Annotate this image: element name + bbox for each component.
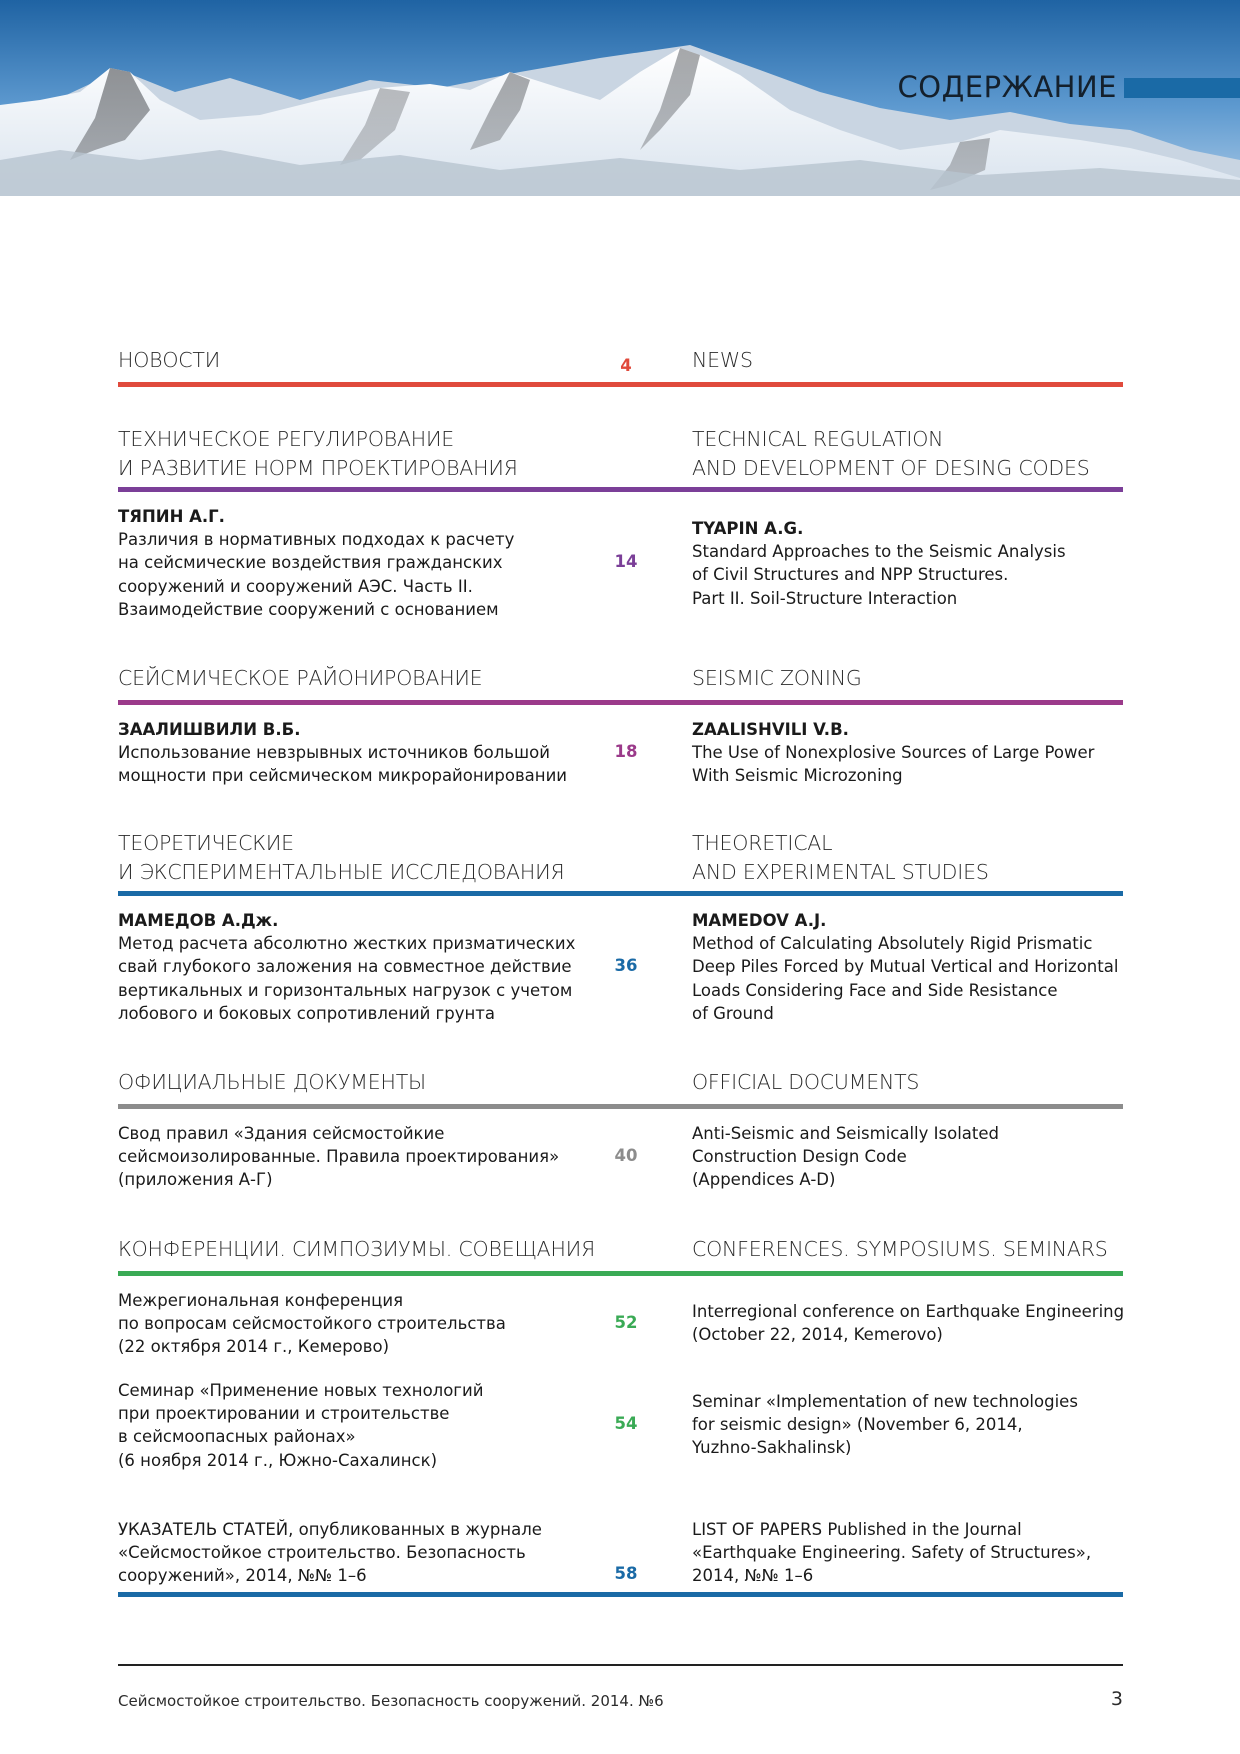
entry-ru[interactable]: Межрегиональная конференция по вопросам сейсмостойкого строительства (22 октября 2014 г., Кемерово) <box>118 1291 506 1357</box>
author-name: ТЯПИН А.Г. <box>118 507 225 526</box>
page-number[interactable]: 36 <box>614 956 638 975</box>
footer-rule <box>118 1664 1123 1666</box>
section-title-ru[interactable]: КОНФЕРЕНЦИИ. СИМПОЗИУМЫ. СОВЕЩАНИЯ <box>118 1237 596 1261</box>
page-number[interactable]: 52 <box>614 1313 638 1332</box>
section-title-en[interactable]: SEISMIC ZONING <box>692 666 862 690</box>
author-name: TYAPIN A.G. <box>692 519 804 538</box>
entry-ru[interactable]: ЗААЛИШВИЛИ В.Б. Использование невзрывных источников большой мощности при сейсмическом микрорайонировании <box>118 718 598 788</box>
section-title-ru[interactable]: ОФИЦИАЛЬНЫЕ ДОКУМЕНТЫ <box>118 1070 426 1094</box>
entry-ru[interactable]: Семинар «Применение новых технологий при проектировании и строительстве в сейсмоопасных районах» (6 ноября 2014 г., Южно-Сахалинск) <box>118 1381 484 1470</box>
page-number[interactable]: 18 <box>614 742 638 761</box>
section-rule <box>118 487 1123 492</box>
section-title-en[interactable]: THEORETICAL AND EXPERIMENTAL STUDIES <box>692 831 989 884</box>
entry-en[interactable]: Interregional conference on Earthquake Engineering (October 22, 2014, Kemerovo) <box>692 1302 1125 1345</box>
section-title-ru[interactable]: НОВОСТИ <box>118 348 221 372</box>
author-name: ZAALISHVILI V.B. <box>692 720 849 739</box>
section-rule <box>118 1271 1123 1276</box>
entry-ru[interactable]: УКАЗАТЕЛЬ СТАТЕЙ, опубликованных в журнале «Сейсмостойкое строительство. Безопасность сооружений», 2014, №№ 1–6 <box>118 1520 542 1586</box>
page-number[interactable]: 54 <box>614 1414 638 1433</box>
section-rule <box>118 1592 1123 1597</box>
journal-footer: Сейсмостойкое строительство. Безопасность сооружений. 2014. №6 <box>118 1692 664 1710</box>
entry-en[interactable]: Seminar «Implementation of new technologies for seismic design» (November 6, 2014, Yuzhno-Sakhalinsk) <box>692 1392 1078 1458</box>
entry-en[interactable]: LIST OF PAPERS Published in the Journal «Earthquake Engineering. Safety of Structures», 2014, №№ 1–6 <box>692 1520 1092 1586</box>
mountain-banner <box>0 0 1240 196</box>
section-title-ru[interactable]: ТЕОРЕТИЧЕСКИЕ И ЭКСПЕРИМЕНТАЛЬНЫЕ ИССЛЕДОВАНИЯ <box>118 831 565 884</box>
page-number[interactable]: 4 <box>620 356 632 375</box>
entry-ru[interactable]: Свод правил «Здания сейсмостойкие сейсмоизолированные. Правила проектирования» (приложения А-Г) <box>118 1124 560 1190</box>
entry-en[interactable]: ZAALISHVILI V.B. The Use of Nonexplosive Sources of Large Power With Seismic Microzoning <box>692 718 1122 788</box>
title-accent-bar <box>1124 78 1240 98</box>
section-title-ru[interactable]: СЕЙСМИЧЕСКОЕ РАЙОНИРОВАНИЕ <box>118 666 483 690</box>
section-title-en[interactable]: CONFERENCES. SYMPOSIUMS. SEMINARS <box>692 1237 1108 1261</box>
page-number[interactable]: 14 <box>614 552 638 571</box>
entry-en[interactable]: MAMEDOV A.J. Method of Calculating Absolutely Rigid Prismatic Deep Piles Forced by Mutual Vertical and Horizontal Loads Considering Face and Side Resistance of Ground <box>692 909 1122 1025</box>
section-title-en[interactable]: OFFICIAL DOCUMENTS <box>692 1070 920 1094</box>
page-number-footer: 3 <box>1110 1688 1123 1710</box>
page-number[interactable]: 58 <box>614 1564 638 1583</box>
page-number[interactable]: 40 <box>614 1146 638 1165</box>
section-rule <box>118 1104 1123 1109</box>
entry-en[interactable]: Anti-Seismic and Seismically Isolated Construction Design Code (Appendices A-D) <box>692 1124 999 1190</box>
author-name: МАМЕДОВ А.Дж. <box>118 911 279 930</box>
page-title: СОДЕРЖАНИЕ <box>897 70 1117 104</box>
author-name: MAMEDOV A.J. <box>692 911 827 930</box>
section-title-ru[interactable]: ТЕХНИЧЕСКОЕ РЕГУЛИРОВАНИЕ И РАЗВИТИЕ НОРМ ПРОЕКТИРОВАНИЯ <box>118 427 518 480</box>
entry-ru[interactable]: ТЯПИН А.Г. Различия в нормативных подходах к расчету на сейсмические воздействия гражданских сооружений и сооружений АЭС. Часть II. Взаимодействие сооружений с основанием <box>118 505 598 621</box>
author-name: ЗААЛИШВИЛИ В.Б. <box>118 720 301 739</box>
section-title-en[interactable]: TECHNICAL REGULATION AND DEVELOPMENT OF DESING CODES <box>692 427 1090 480</box>
section-rule <box>118 700 1123 705</box>
section-rule <box>118 891 1123 896</box>
section-title-en[interactable]: NEWS <box>692 348 753 372</box>
entry-ru[interactable]: МАМЕДОВ А.Дж. Метод расчета абсолютно жестких призматических свай глубокого заложения на совместное действие вертикальных и горизонтальных нагрузок с учетом лобового и боковых сопротивлений грунта <box>118 909 598 1025</box>
section-rule <box>118 382 1123 387</box>
entry-en[interactable]: TYAPIN A.G. Standard Approaches to the Seismic Analysis of Civil Structures and NPP Structures. Part II. Soil-Structure Interaction <box>692 517 1122 610</box>
